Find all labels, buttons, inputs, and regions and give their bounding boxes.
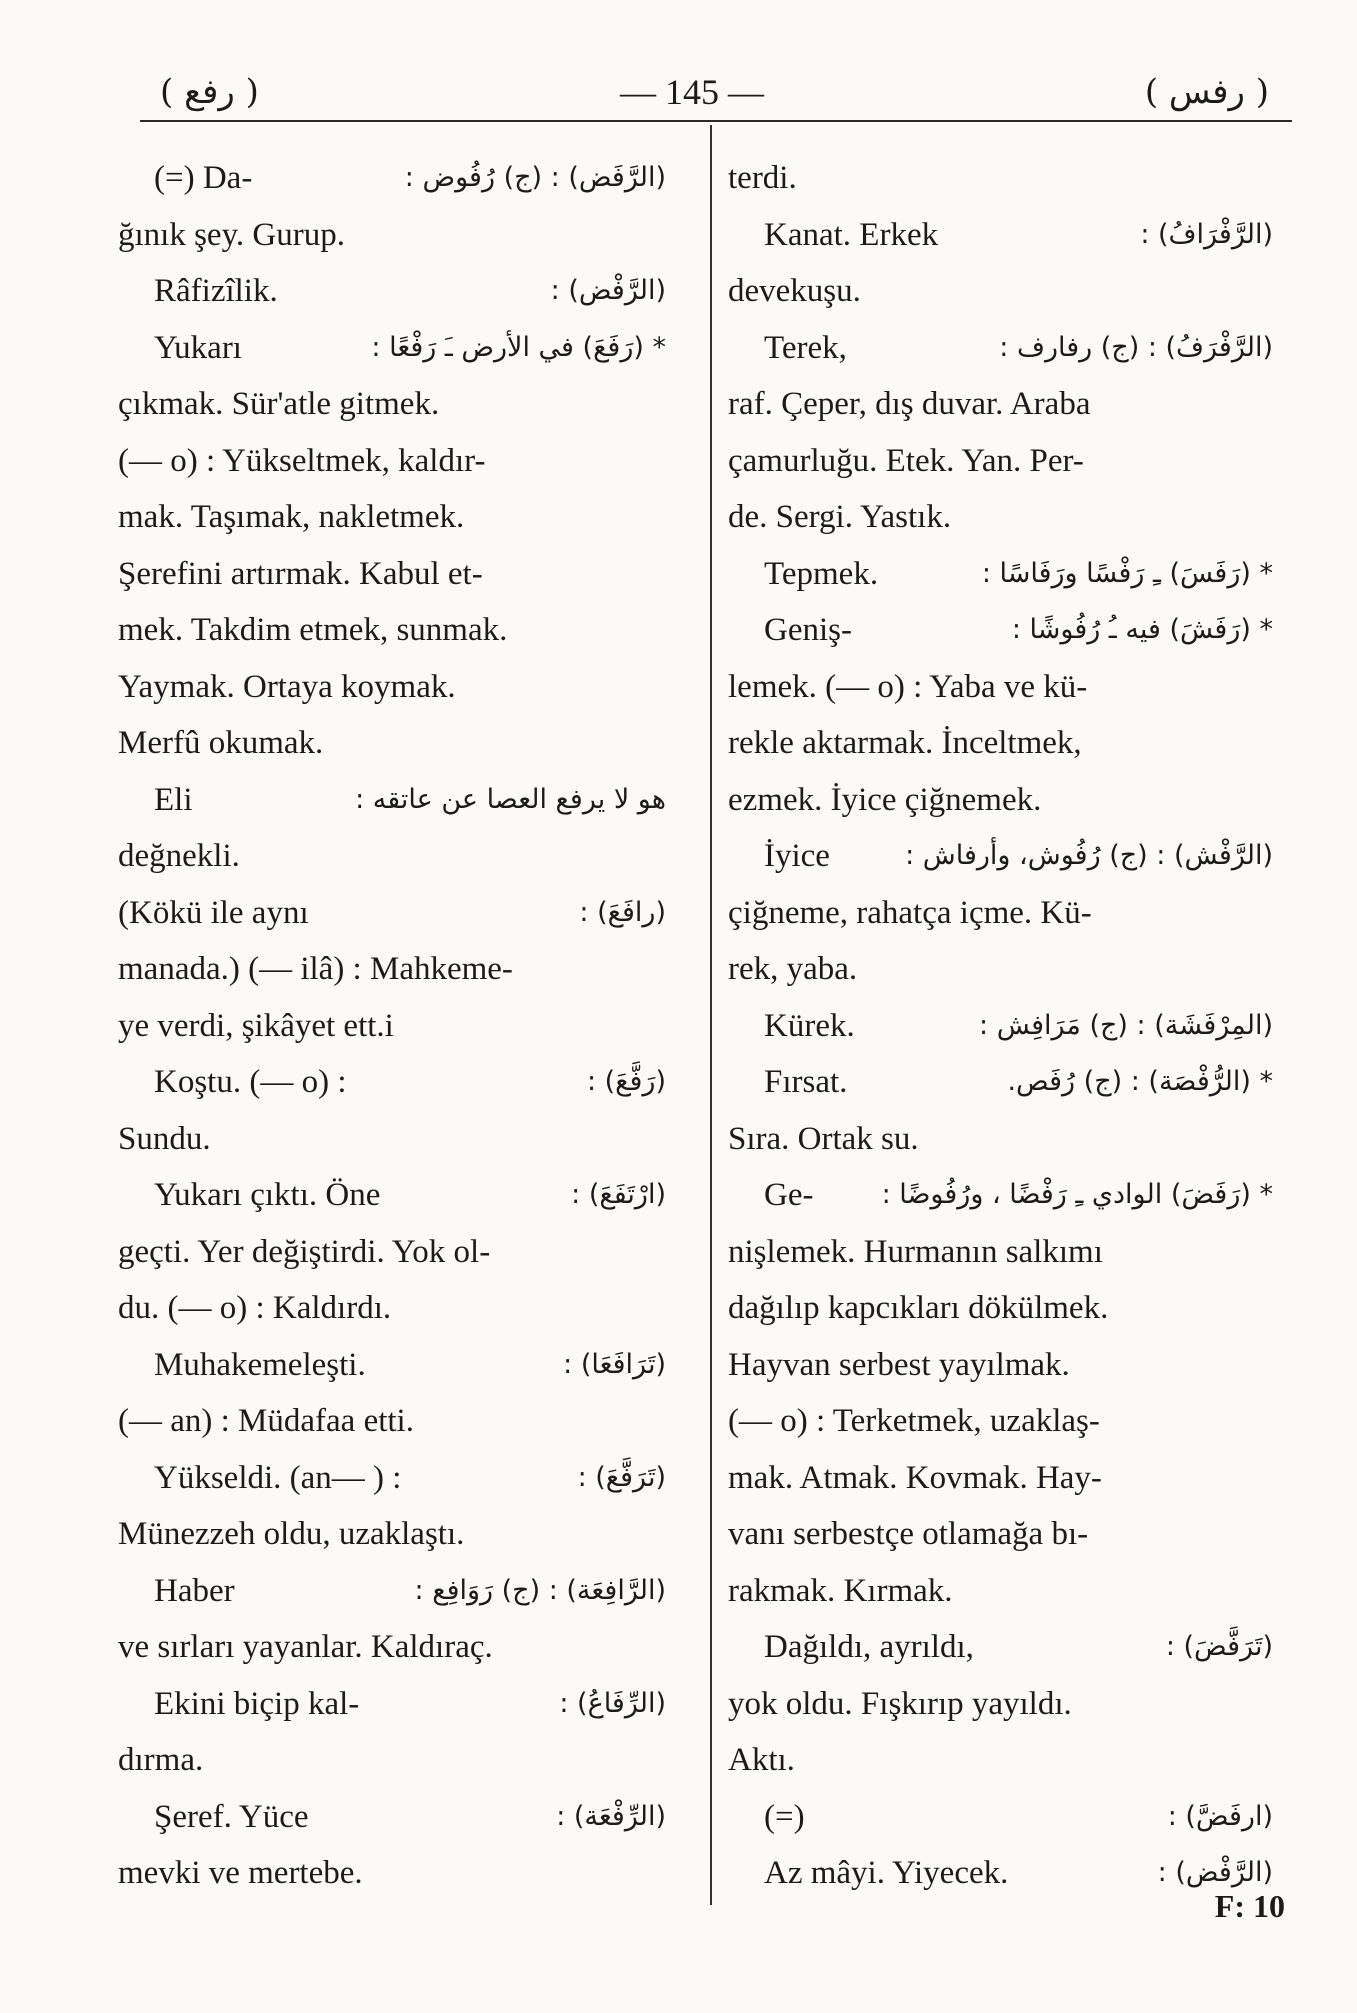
arabic-headword: * (رَفَعَ) في الأرض ـَ رَفْعًا :	[371, 331, 666, 363]
entry-line	[728, 320, 1273, 377]
arabic-headword: (ارْتَفَعَ) :	[571, 1179, 666, 1210]
arabic-headword: * (رَفَسَ) ـِ رَفْسًا ورَفَاسًا :	[981, 557, 1273, 589]
entry-text: du. (— o) : Kaldırdı.	[118, 1290, 392, 1326]
entry-line	[118, 885, 666, 942]
entry-line	[728, 602, 1273, 659]
entry-text: değnekli.	[118, 838, 240, 874]
arabic-headword: (رافَعَ) :	[579, 896, 666, 928]
entry-text: Haber	[154, 1572, 235, 1609]
header-root-left: ( رفع )	[160, 72, 259, 112]
entry-line	[728, 150, 1273, 207]
entry-line	[728, 263, 1273, 320]
entry-text: Kürek.	[764, 1007, 855, 1044]
entry-text: Şerefini artırmak. Kabul et-	[118, 555, 483, 592]
entry-text: Ekini biçip kal-	[154, 1685, 360, 1722]
entry-text: çamurluğu. Etek. Yan. Per-	[728, 442, 1084, 479]
entry-line	[118, 941, 666, 998]
arabic-headword: (تَرَافَعَا) :	[563, 1348, 666, 1380]
entry-text: Şeref. Yüce	[154, 1798, 309, 1835]
page-number: — 145 —	[620, 72, 764, 112]
left-column	[118, 150, 666, 1902]
arabic-headword: * (رَفَضَ) الوادي ـِ رَفْضًا ، ورُفُوضًا :	[881, 1179, 1273, 1210]
arabic-headword: * (رَفَشَ) فيه ـُ رُفُوشًا :	[1011, 614, 1273, 645]
entry-text: yok oldu. Fışkırıp yayıldı.	[728, 1685, 1072, 1722]
entry-text: ğınık şey. Gurup.	[118, 216, 346, 253]
entry-text: İyice	[764, 838, 830, 874]
entry-text: dırma.	[118, 1742, 204, 1778]
arabic-headword: (الرَّفْض) :	[1157, 1857, 1273, 1888]
arabic-headword: (تَرَفَّضَ) :	[1165, 1631, 1273, 1662]
entry-line	[728, 828, 1273, 885]
entry-line	[728, 207, 1273, 264]
entry-line	[728, 1111, 1273, 1168]
entry-text: terdi.	[728, 160, 797, 196]
entry-text: (Kökü ile aynı	[118, 894, 309, 931]
entry-line	[728, 1167, 1273, 1224]
entry-text: (=) Da-	[154, 160, 253, 196]
entry-text: dağılıp kapcıkları dökülmek.	[728, 1290, 1109, 1326]
entry-line	[118, 828, 666, 885]
entry-line	[118, 1111, 666, 1168]
entry-line	[728, 1337, 1273, 1394]
entry-line	[728, 659, 1273, 716]
entry-line	[118, 1167, 666, 1224]
entry-text: devekuşu.	[728, 273, 861, 309]
arabic-headword: (الرَّفَض) : (ج) رُفُوض :	[404, 162, 666, 193]
entry-line	[728, 1563, 1273, 1620]
entry-text: Yükseldi. (an— ) :	[154, 1459, 402, 1496]
entry-text: Merfû okumak.	[118, 725, 324, 761]
entry-line	[728, 772, 1273, 829]
entry-line	[118, 320, 666, 377]
entry-text: vanı serbestçe otlamağa bı-	[728, 1516, 1089, 1552]
entry-line	[118, 1563, 666, 1620]
entry-line	[728, 1676, 1273, 1733]
entry-line	[118, 1450, 666, 1507]
entry-text: Yukarı	[154, 329, 242, 366]
arabic-headword: (الرِّفْعَة) :	[556, 1800, 666, 1832]
entry-text: ve sırları yayanlar. Kaldıraç.	[118, 1629, 493, 1665]
entry-text: Sundu.	[118, 1120, 211, 1157]
entry-line	[118, 1224, 666, 1281]
arabic-headword: (الرَّفْض) :	[550, 275, 666, 306]
entry-line	[728, 1619, 1273, 1676]
entry-line	[728, 885, 1273, 942]
entry-text: Terek,	[764, 329, 847, 366]
entry-line	[118, 263, 666, 320]
entry-line	[118, 715, 666, 772]
arabic-headword: (ارفَضَّ) :	[1167, 1800, 1273, 1832]
entry-line	[728, 715, 1273, 772]
entry-line	[118, 998, 666, 1055]
entry-text: Yukarı çıktı. Öne	[154, 1177, 381, 1213]
entry-line	[118, 489, 666, 546]
column-divider	[710, 125, 712, 1905]
entry-text: mak. Taşımak, nakletmek.	[118, 499, 465, 535]
entry-line	[728, 998, 1273, 1055]
entry-text: nişlemek. Hurmanın salkımı	[728, 1233, 1103, 1270]
arabic-headword: (الرَّافِعَة) : (ج) رَوَافِع :	[414, 1574, 666, 1606]
entry-line	[118, 1676, 666, 1733]
entry-line	[118, 433, 666, 490]
entry-text: raf. Çeper, dış duvar. Araba	[728, 386, 1091, 422]
entry-line	[118, 659, 666, 716]
entry-text: Muhakemeleşti.	[154, 1346, 366, 1383]
entry-line	[728, 1224, 1273, 1281]
entry-line	[118, 602, 666, 659]
entry-line	[728, 1280, 1273, 1337]
entry-text: (=)	[764, 1798, 805, 1835]
entry-text: Râfizîlik.	[154, 273, 278, 309]
entry-line	[118, 1619, 666, 1676]
entry-line	[118, 1337, 666, 1394]
entry-line	[118, 150, 666, 207]
arabic-headword: هو لا يرفع العصا عن عاتقه :	[355, 783, 666, 815]
entry-text: Kanat. Erkek	[764, 216, 939, 253]
entry-text: de. Sergi. Yastık.	[728, 499, 952, 535]
entry-line	[728, 546, 1273, 603]
arabic-headword: (الرِّفَاعُ) :	[559, 1687, 666, 1719]
entry-text: çiğneme, rahatça içme. Kü-	[728, 894, 1092, 931]
entry-line	[118, 1845, 666, 1902]
entry-line	[118, 546, 666, 603]
entry-line	[118, 1506, 666, 1563]
entry-text: Az mâyi. Yiyecek.	[764, 1855, 1009, 1891]
entry-text: (— o) : Yükseltmek, kaldır-	[118, 442, 486, 479]
signature-mark: F: 10	[1214, 1888, 1285, 1924]
entry-text: mevki ve mertebe.	[118, 1855, 363, 1891]
entry-text: Sıra. Ortak su.	[728, 1120, 919, 1157]
entry-text: Hayvan serbest yayılmak.	[728, 1346, 1070, 1383]
entry-line	[728, 1789, 1273, 1846]
entry-text: rek, yaba.	[728, 951, 858, 987]
arabic-headword: (المِرْفَشَة) : (ج) مَرَافِش :	[979, 1009, 1273, 1041]
entry-text: Tepmek.	[764, 555, 879, 592]
entry-text: (— o) : Terketmek, uzaklaş-	[728, 1403, 1100, 1439]
entry-line	[728, 376, 1273, 433]
entry-text: (— an) : Müdafaa etti.	[118, 1403, 414, 1439]
arabic-headword: * (الرُّفْصَة) : (ج) رُفَص.	[1007, 1066, 1273, 1097]
entry-line	[728, 1845, 1273, 1902]
entry-line	[728, 1732, 1273, 1789]
arabic-headword: (رَفَّعَ) :	[586, 1066, 666, 1097]
entry-text: Yaymak. Ortaya koymak.	[118, 668, 456, 705]
arabic-headword: (الرَّفْرَافُ) :	[1140, 218, 1273, 250]
entry-text: geçti. Yer değiştirdi. Yok ol-	[118, 1233, 491, 1270]
entry-line	[728, 1450, 1273, 1507]
entry-line	[118, 1054, 666, 1111]
header-root-right: ( رفس )	[1144, 72, 1269, 112]
entry-text: Dağıldı, ayrıldı,	[764, 1629, 974, 1665]
entry-text: manada.) (— ilâ) : Mahkeme-	[118, 951, 513, 987]
entry-line	[118, 1732, 666, 1789]
entry-line	[728, 1506, 1273, 1563]
entry-text: ezmek. İyice çiğnemek.	[728, 781, 1042, 818]
entry-text: mek. Takdim etmek, sunmak.	[118, 612, 508, 648]
entry-text: rekle aktarmak. İnceltmek,	[728, 725, 1082, 761]
entry-line	[118, 207, 666, 264]
entry-line	[728, 1393, 1273, 1450]
entry-text: lemek. (— o) : Yaba ve kü-	[728, 668, 1088, 705]
entry-line	[118, 376, 666, 433]
entry-line	[728, 433, 1273, 490]
entry-text: Aktı.	[728, 1742, 795, 1778]
entry-line	[118, 1393, 666, 1450]
entry-text: çıkmak. Sür'atle gitmek.	[118, 386, 440, 422]
entry-line	[728, 1054, 1273, 1111]
arabic-headword: (تَرَفَّعَ) :	[577, 1461, 666, 1493]
entry-line	[728, 489, 1273, 546]
entry-text: rakmak. Kırmak.	[728, 1572, 953, 1609]
arabic-headword: (الرَّفْش) : (ج) رُفُوش، وأرفاش :	[905, 840, 1273, 871]
entry-text: Münezzeh oldu, uzaklaştı.	[118, 1516, 465, 1552]
header-rule	[140, 120, 1292, 122]
entry-text: Fırsat.	[764, 1064, 848, 1100]
entry-line	[118, 1280, 666, 1337]
right-column	[728, 150, 1273, 1902]
entry-line	[118, 1789, 666, 1846]
entry-text: mak. Atmak. Kovmak. Hay-	[728, 1459, 1102, 1496]
entry-text: Eli	[154, 781, 193, 818]
entry-text: Ge-	[764, 1177, 814, 1213]
entry-text: Koştu. (— o) :	[154, 1064, 347, 1100]
entry-text: ye verdi, şikâyet ett.i	[118, 1007, 394, 1044]
arabic-headword: (الرَّفْرَفُ) : (ج) رفارف :	[999, 331, 1273, 363]
entry-line	[118, 772, 666, 829]
entry-line	[728, 941, 1273, 998]
entry-text: Geniş-	[764, 612, 852, 648]
